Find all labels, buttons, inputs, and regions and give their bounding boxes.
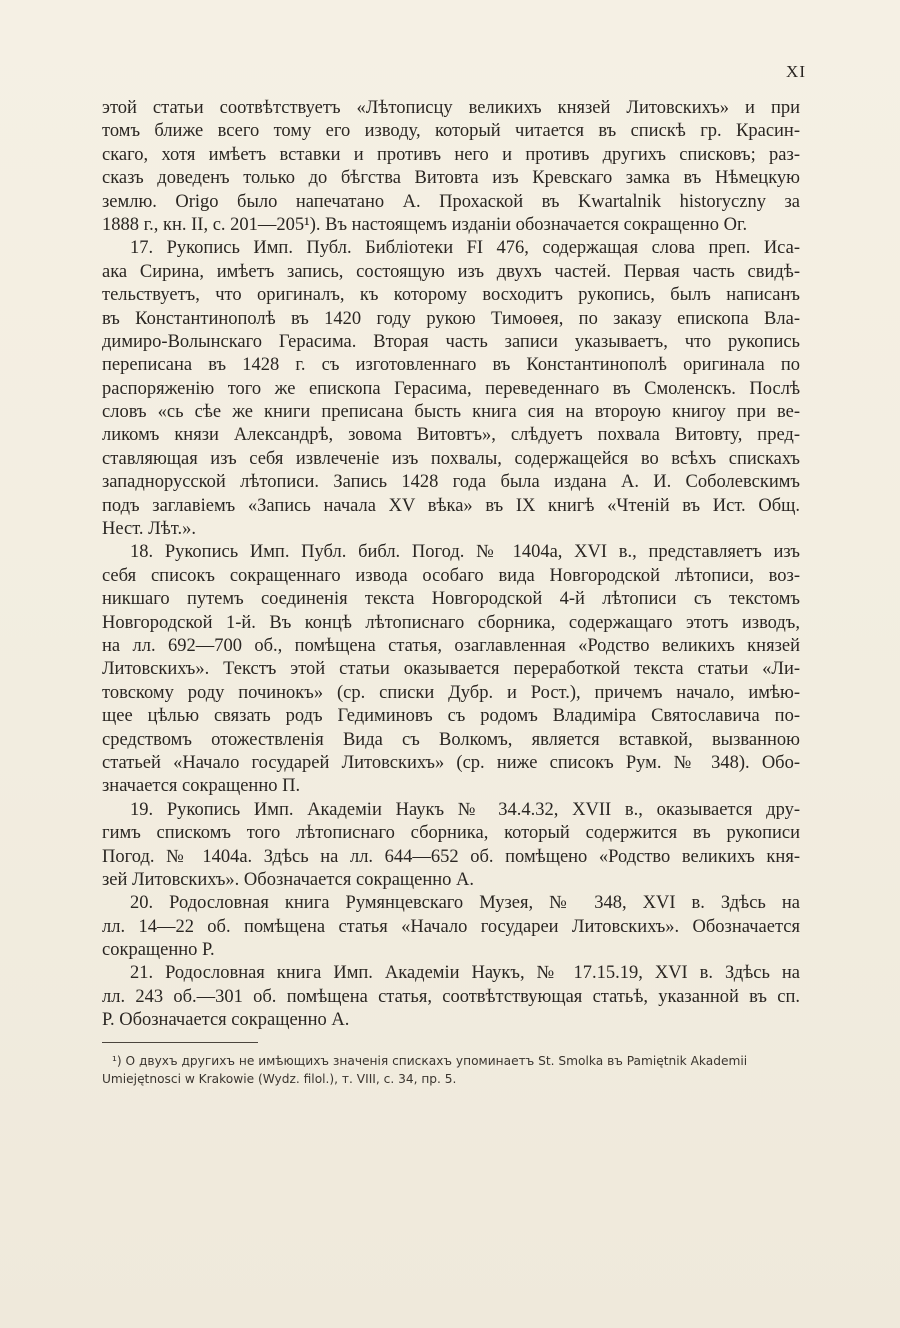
text-line: гимъ спискомъ того лѣтописнаго сборника, который содержится въ рукописи <box>102 823 800 844</box>
text-line: западнорусской лѣтописи. Запись 1428 года была издана А. И. Соболевскимъ <box>102 472 800 493</box>
paragraph-origo <box>102 97 800 237</box>
text-line: тельствуетъ, что оригиналъ, къ которому восходитъ рукопись, былъ написанъ <box>102 285 800 306</box>
footnote-line: Umiejętnosci w Krakowie (Wydz. filol.), т. VIII, с. 34, пр. 5. <box>102 1072 457 1086</box>
text-line: землю. Origo было напечатано А. Прохаской въ Kwartalnik historyczny за <box>102 191 800 212</box>
text-line: 21. Родословная книга Имп. Академіи Наукъ, № 17.15.19, XVI в. Здѣсь на <box>130 963 800 984</box>
text-line: Литовскихъ». Текстъ этой статьи оказывается переработкой текста статьи «Ли- <box>102 659 800 680</box>
text-line: лл. 243 об.—301 об. помѣщена статья, соотвѣтствующая статьѣ, указанной въ сп. <box>102 986 800 1007</box>
text-line: товскому роду починокъ» (ср. списки Дубр. и Рост.), причемъ начало, имѣю- <box>102 682 800 703</box>
text-line: переписана въ 1428 г. съ изготовленнаго въ Константинополѣ оригинала по <box>102 355 800 376</box>
paragraph-20 <box>102 892 800 962</box>
text-line: томъ ближе всего тому его изводу, который читается въ спискѣ гр. Красин- <box>102 121 800 142</box>
text-line: въ Константинополѣ въ 1420 году рукою Тимоѳея, по заказу епископа Вла- <box>102 308 800 329</box>
paragraph-21 <box>102 962 800 1032</box>
text-line: 1888 г., кн. II, с. 201—205¹). Въ настоящемъ изданіи обозначается сокращенно Ог. <box>102 214 748 235</box>
text-line: 18. Рукопись Имп. Публ. библ. Погод. № 1404а, XVI в., представляетъ изъ <box>130 542 800 563</box>
text-line: ака Сирина, имѣетъ запись, состоящую изъ двухъ частей. Первая часть свидѣ- <box>102 261 800 282</box>
text-line: средствомъ отожествленія Вида съ Волкомъ, является вставкой, вызванною <box>102 729 800 750</box>
text-line: подъ заглавіемъ «Запись начала XV вѣка» въ IX книгѣ «Чтеній въ Ист. Общ. <box>102 495 800 516</box>
footnote-line: ¹) О двухъ другихъ не имѣющихъ значенія спискахъ упоминаетъ St. Smolka въ Pamiętnik Akademii <box>112 1054 748 1068</box>
text-line: 20. Родословная книга Румянцевскаго Музея, № 348, XVI в. Здѣсь на <box>130 893 800 914</box>
text-line: 19. Рукопись Имп. Академіи Наукъ № 34.4.32, XVII в., оказывается дру- <box>130 799 800 820</box>
paragraph-18 <box>102 541 800 798</box>
text-line: ликомъ князи Александрѣ, зовома Витовтъ», слѣдуетъ похвала Витовту, пред- <box>102 425 800 446</box>
text-line: 17. Рукопись Имп. Публ. Библіотеки FI 476, содержащая слова преп. Иса- <box>130 238 800 259</box>
footnote-divider <box>102 1042 258 1043</box>
page-number: XI <box>786 62 806 81</box>
text-line: на лл. 692—700 об., помѣщена статья, озаглавленная «Родство великихъ князей <box>102 635 800 656</box>
main-text <box>102 97 800 1033</box>
text-line: распоряженію того же епископа Герасима, переведеннаго въ Смоленскъ. Послѣ <box>102 378 800 399</box>
text-line: скаго, хотя имѣетъ вставки и противъ него и противъ другихъ списковъ; раз- <box>102 144 800 165</box>
paragraph-17 <box>102 237 800 541</box>
text-line: словъ «сь сѣе же книги преписана бысть книга сия на второую книгоу при ве- <box>102 402 800 423</box>
text-line: никшаго путемъ соединенія текста Новгородской 4-й лѣтописи съ текстомъ <box>102 589 800 610</box>
text-line: Погод. № 1404а. Здѣсь на лл. 644—652 об. помѣщено «Родство великихъ кня- <box>102 846 800 867</box>
text-line: лл. 14—22 об. помѣщена статья «Начало государеи Литовскихъ». Обозначается <box>102 916 800 937</box>
text-line: себя списокъ сокращеннаго извода особаго вида Новгородской лѣтописи, воз- <box>102 565 800 586</box>
text-line: сокращенно Р. <box>102 940 215 961</box>
text-line: Р. Обозначается сокращенно А. <box>102 1010 350 1031</box>
text-line: этой статьи соотвѣтствуетъ «Лѣтописцу великихъ князей Литовскихъ» и при <box>102 98 800 118</box>
text-line: ставляющая изъ себя извлеченіе изъ похвалы, содержащейся во всѣхъ спискахъ <box>102 448 800 469</box>
text-line: димиро-Волынскаго Герасима. Вторая часть записи указываетъ, что рукопись <box>102 331 800 352</box>
text-line: статьей «Начало государей Литовскихъ» (ср. ниже списокъ Рум. № 348). Обо- <box>102 752 800 773</box>
text-line: Новгородской 1-й. Въ концѣ лѣтописнаго сборника, содержащаго этотъ изводъ, <box>102 612 800 633</box>
text-line: щее цѣлью связать родъ Гедиминовъ съ родомъ Владиміра Святославича по- <box>102 706 800 727</box>
footnote <box>102 1052 802 1088</box>
text-line: значается сокращенно П. <box>102 776 301 797</box>
text-line: сказъ доведенъ только до бѣгства Витовта изъ Кревскаго замка въ Нѣмецкую <box>102 168 800 189</box>
text-line: зей Литовскихъ». Обозначается сокращенно А. <box>102 869 475 890</box>
text-line: Нест. Лѣт.». <box>102 519 196 540</box>
paragraph-19 <box>102 799 800 893</box>
